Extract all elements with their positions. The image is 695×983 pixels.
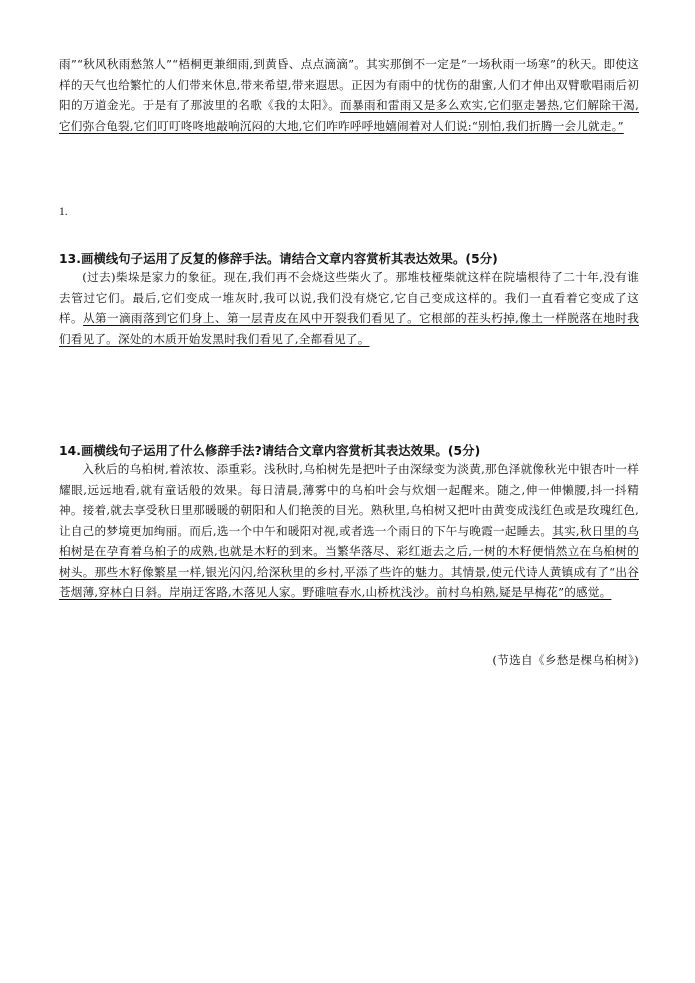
q14-underlined-sentence: 其实,秋日里的乌桕树是在孕育着乌桕子的成熟,也就是木籽的到来。当繁华落尽、彩红逝去之后,一树的木籽便悄然立在乌桕树的树头。那些木籽像繁星一样,银光闪闪,给深秋里的乡村,平添了些许的魅力。其情景,使元代诗人黄镇成有了“出谷苍烟薄,穿林白日斜。岸崩迂客路,木落见人家。野碓喧春水,山桥枕浅沙。前村乌桕熟,疑是早梅花”的感觉。	[59, 523, 639, 599]
intro-underlined-sentence: 而暴雨和雷雨又是多么欢实,它们驱走暑热,它们解除干渴,它们弥合龟裂,它们叮叮咚咚地敲响沉闷的大地,它们咋咋呼呼地嬉闹着对人们说:“别怕,我们折腾一会儿就走。”	[59, 98, 639, 133]
item-number: 1.	[59, 206, 68, 218]
source-citation: (节选自《乡愁是棵乌桕树》)	[492, 653, 639, 667]
question-13-passage	[59, 267, 639, 349]
q14-plain-text: 入秋后的乌桕树,着浓妆、添重彩。浅秋时,乌桕树先是把叶子由深绿变为淡黄,那色泽就像秋光中银杏叶一样耀眼,远远地看,就有童话般的效果。每日清晨,薄雾中的乌桕叶会与炊烟一起醒来。随之,伸一伸懒腰,抖一抖精神。接着,就去享受秋日里那暖暖的朝阳和人们艳羡的目光。熟秋里,乌桕树又把叶由黄变成浅红色或是玫瑰红色,让自己的梦境更加绚丽。而后,选一个中午和暖阳对视,或者选一个雨日的下午与晚霞一起睡去。	[59, 462, 639, 538]
q13-underlined-sentence: 从第一滴雨落到它们身上、第一层青皮在风中开裂我们看见了。它根部的茬头朽掉,像土一样脱落在地时我们看见了。深处的木质开始发黑时我们看见了,全都看见了。	[59, 311, 640, 346]
q13-plain-text: (过去)柴垛是家力的象征。现在,我们再不会烧这些柴火了。那堆枝桠柴就这样在院墙根待了二十年,没有谁去管过它们。最后,它们变成一堆灰时,我可以说,我们没有烧它,它自己变成这样的。我们一直看着它变成了这样。	[59, 270, 639, 325]
intro-passage	[59, 54, 639, 136]
question-14-passage	[59, 459, 639, 603]
question-14-title: 14.画横线句子运用了什么修辞手法?请结合文章内容赏析其表达效果。(5分)	[59, 444, 481, 458]
question-13-title: 13.画横线句子运用了反复的修辞手法。请结合文章内容赏析其表达效果。(5分)	[59, 252, 498, 266]
intro-plain-text: 雨”“秋风秋雨愁煞人”“梧桐更兼细雨,到黄昏、点点滴滴”。其实那倒不一定是“一场秋雨一场寒”的秋天。即使这样的天气也给繁忙的人们带来休息,带来希望,带来遐思。正因为有雨中的忧伤的甜蜜,人们才伸出双臂歌唱雨后初阳的万道金光。于是有了那波里的名歌《我的太阳》。	[59, 57, 639, 112]
